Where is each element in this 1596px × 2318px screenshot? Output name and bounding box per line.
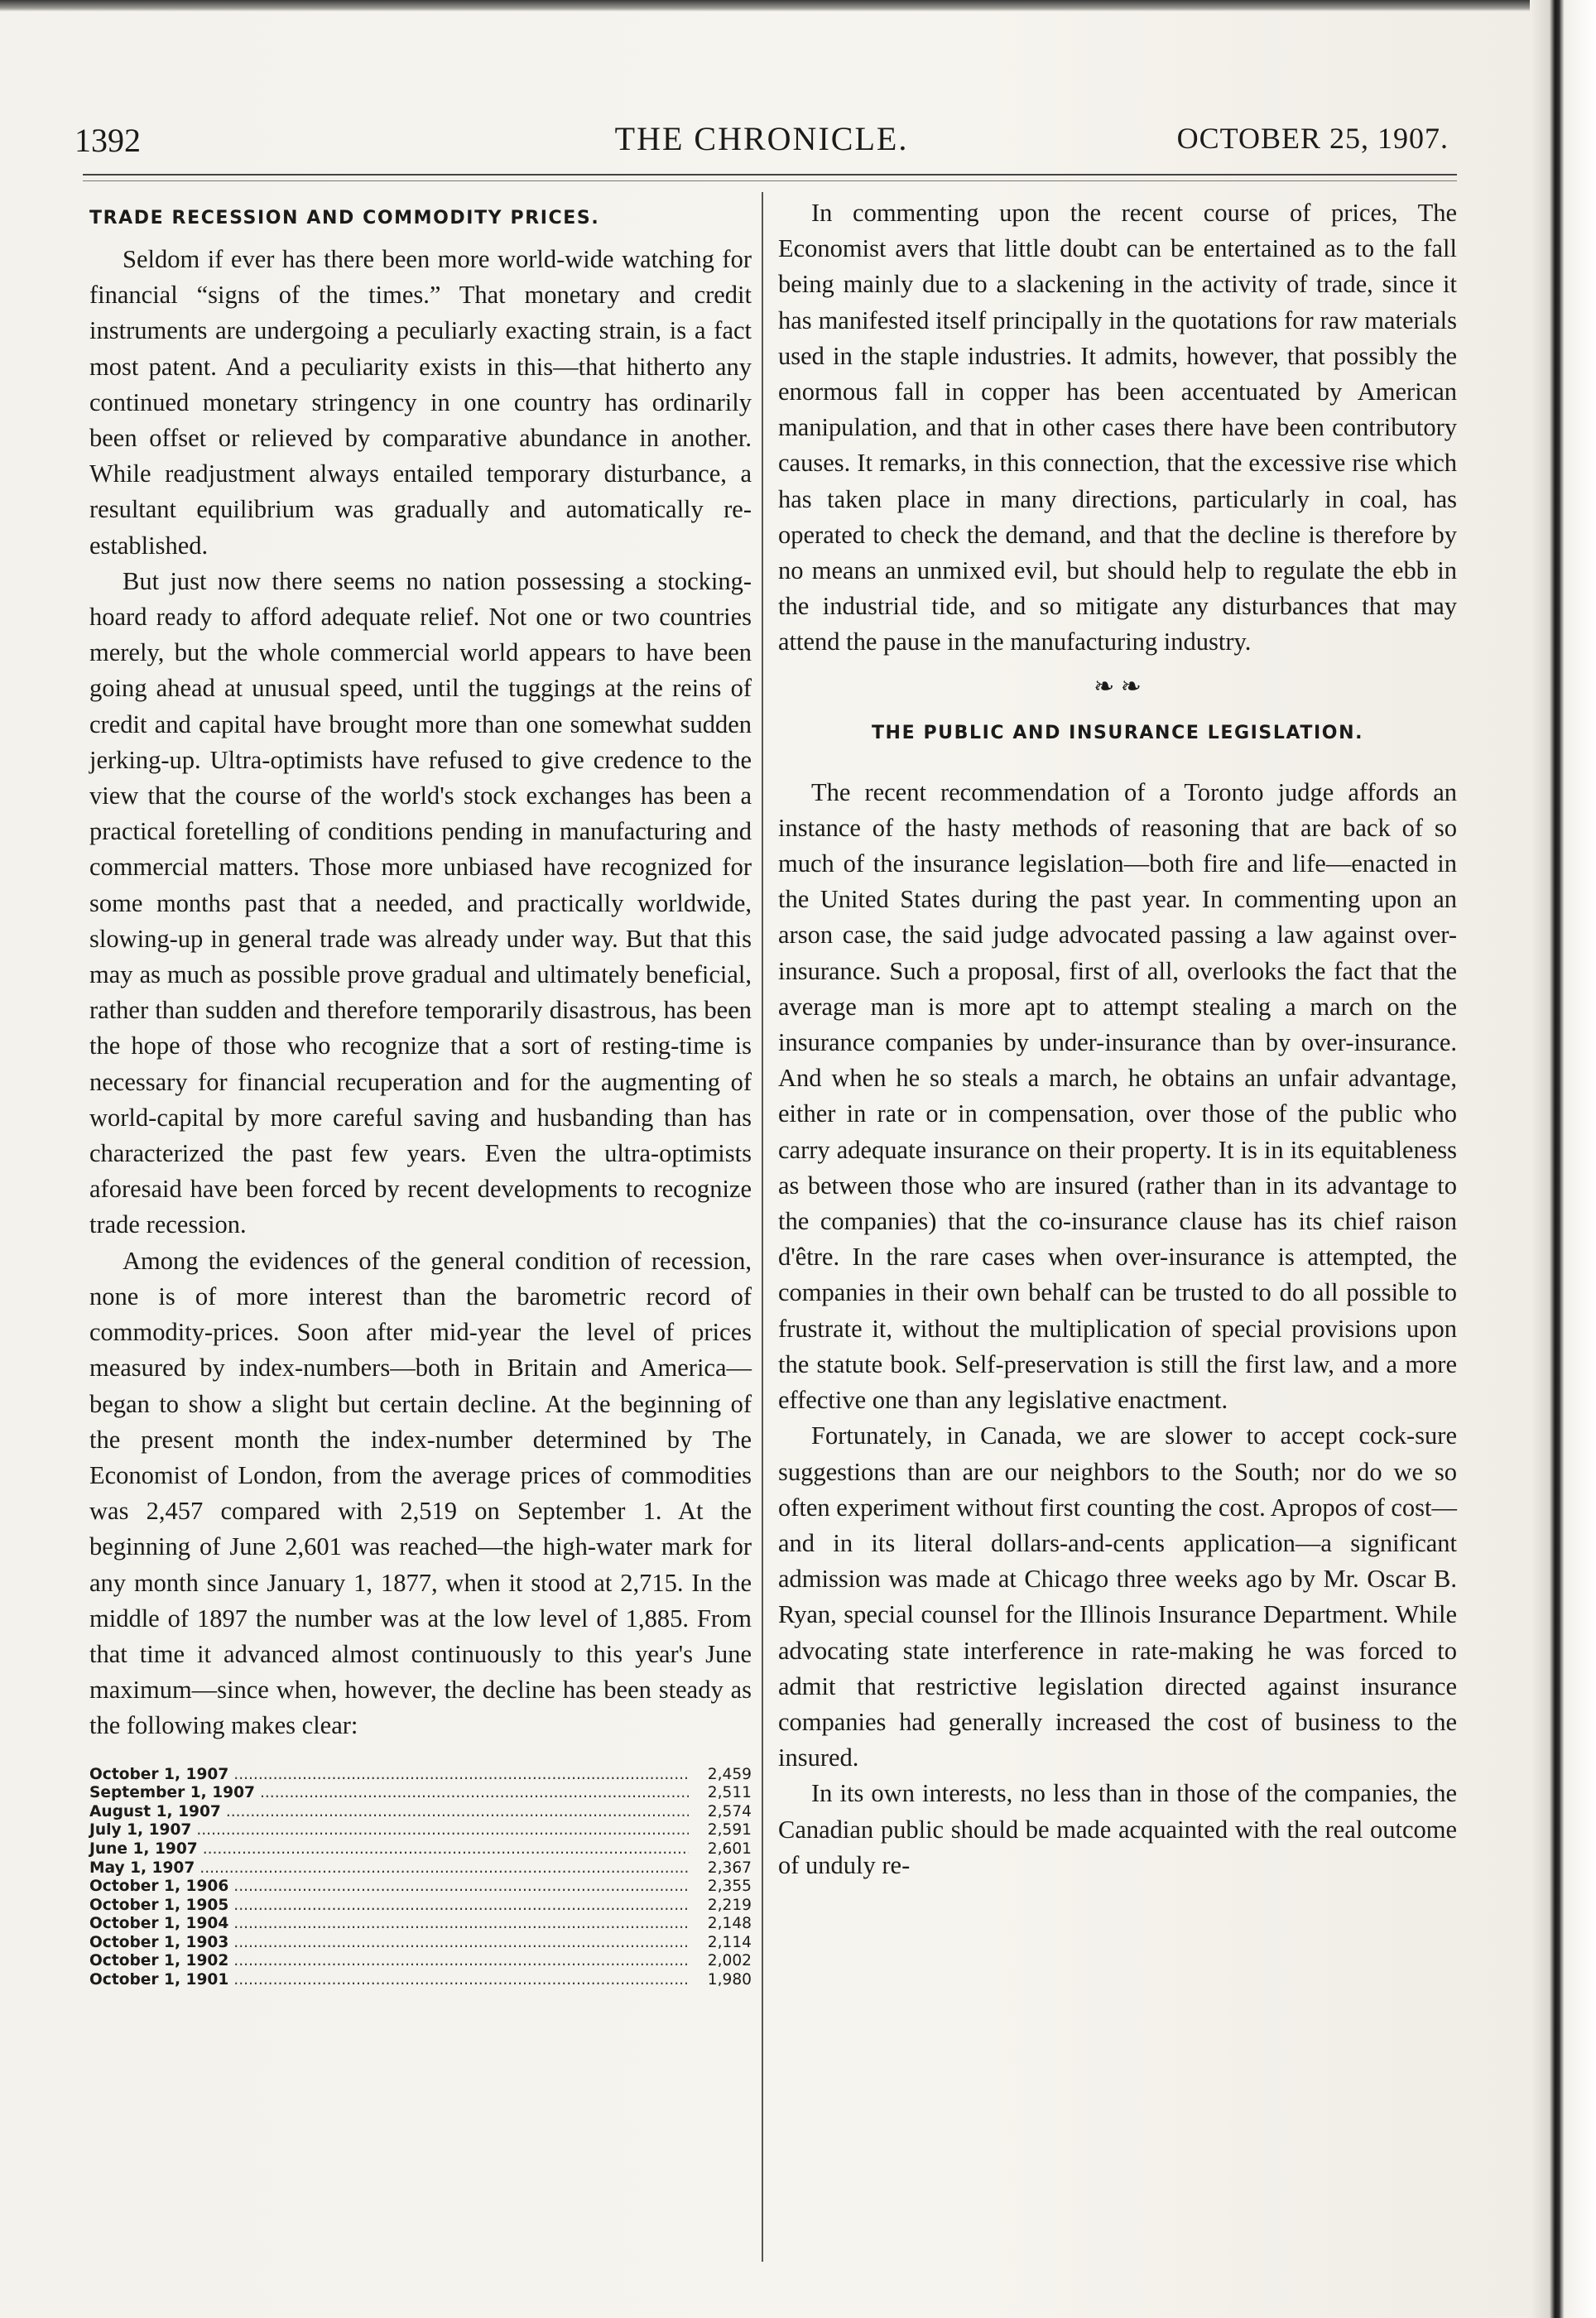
publication-title: THE CHRONICLE.: [614, 120, 909, 157]
index-date: October 1, 1906: [89, 1878, 229, 1896]
index-date: October 1, 1903: [89, 1933, 229, 1951]
index-value: 2,219: [707, 1896, 752, 1914]
index-value: 2,459: [707, 1765, 752, 1783]
table-row: [89, 1878, 752, 1897]
index-value: 2,355: [707, 1878, 752, 1896]
scan-top-edge: [0, 0, 1596, 12]
scan-binding-edge: [1530, 0, 1596, 2318]
header-rule: [83, 174, 1457, 181]
index-date: May 1, 1907: [89, 1859, 195, 1877]
index-date: October 1, 1907: [89, 1765, 229, 1783]
issue-date: OCTOBER 25, 1907.: [1176, 122, 1449, 155]
index-value: 2,591: [707, 1821, 752, 1839]
table-row: [89, 1915, 752, 1934]
index-date: October 1, 1902: [89, 1952, 229, 1970]
article1-paragraph: Seldom if ever has there been more world-wide watching for financial “signs of the times.” That monetary and credit instruments are undergoing a peculiarly exacting strain, is a fact most patent. And a peculiarity exists in this—that hitherto any continued monetary stringency in one country has ordinarily been offset or relieved by comparative abundance in another. While readjustment always entailed temporary disturbance, a resultant equilibrium was gradually and automatically re-established.: [89, 245, 752, 560]
index-value: 2,574: [707, 1802, 752, 1820]
index-value: 2,367: [707, 1859, 752, 1877]
index-value: 2,002: [707, 1952, 752, 1970]
left-column: [89, 195, 752, 1990]
article2-paragraph: Fortunately, in Canada, we are slower to accept cock-sure suggestions than are our neighbors to the South; nor do we so often experiment without first counting the cost. Apropos of cost—and in its literal dollars-and-cents application—a significant admission was made at Chicago three weeks ago by Mr. Oscar B. Ryan, special counsel for the Illinois Insurance Department. While advocating state interference in rate-making he was forced to admit that restrictive legislation directed against insurance companies had generally increased the cost of business to the insured.: [778, 1421, 1457, 1772]
article1-paragraph: But just now there seems no nation possessing a stocking-hoard ready to afford adequate relief. Not one or two countries merely, but the whole commercial world appears to have been going ahead at unusual speed, until the tuggings at the reins of credit and capital have brought more than one somewhat sudden jerking-up. Ultra-optimists have refused to give credence to the view that the course of the world's stock exchanges has been a practical foretelling of conditions pending in manufacturing and commercial matters. Those more unbiased have recognized for some months past that a needed, and practically worldwide, slowing-up in general trade was already under way. But that this may as much as possible prove gradual and ultimately beneficial, rather than sudden and therefore temporarily disastrous, has been the hope of those who recognize that a sort of resting-time is necessary for financial recuperation and for the augmenting of world-capital by more careful saving and husbanding than has characterized the past few years. Even the ultra-optimists aforesaid have been forced by recent developments to recognize trade recession.: [89, 566, 752, 1239]
table-row: [89, 1840, 752, 1859]
table-row: [89, 1766, 752, 1785]
table-row: [89, 1821, 752, 1840]
index-date: September 1, 1907: [89, 1784, 255, 1802]
table-row: [89, 1952, 752, 1971]
article1-continuation: In commenting upon the recent course of prices, The Economist avers that little doubt can be entertained as to the fall being mainly due to a slackening in the activity of trade, since it has manifested itself principally in the quotations for raw materials used in the staple industries. It admits, however, that possibly the enormous fall in copper has been accentuated by American manipulation, and that in other cases there have been contributory causes. It remarks, in this connection, that the excessive rise which has taken place in many directions, particularly in coal, has operated to check the demand, and that the decline is therefore by no means an unmixed evil, but should help to regulate the ebb in the industrial tide, and so mitigate any disturbances that may attend the pause in the manufacturing industry.: [778, 199, 1457, 656]
index-value: 2,114: [707, 1933, 752, 1951]
index-value: 2,601: [707, 1839, 752, 1858]
table-row: [89, 1934, 752, 1953]
index-value: 2,148: [707, 1915, 752, 1933]
index-value: 1,980: [707, 1971, 752, 1989]
index-value: 2,511: [707, 1784, 752, 1802]
article2-paragraph: In its own interests, no less than in those of the companies, the Canadian public should be made acquainted with the real outcome of unduly re-: [778, 1779, 1457, 1879]
article2-heading: THE PUBLIC AND INSURANCE LEGISLATION.: [871, 722, 1364, 743]
index-date: July 1, 1907: [89, 1821, 192, 1839]
index-date: October 1, 1901: [89, 1971, 229, 1989]
article2-paragraph: The recent recommendation of a Toronto judge affords an instance of the hasty methods of reasoning that are back of so much of the insurance legislation—both fire and life—enacted in the United States during the past year. In commenting upon an arson case, the said judge advocated passing a law against over-insurance. Such a proposal, first of all, overlooks the fact that the average man is more apt to attempt stealing a march on the insurance companies by under-insurance than by over-insurance. And when he so steals a march, he obtains an unfair advantage, either in rate or in compensation, over those of the public who carry adequate insurance on their property. It is in its equitableness as between those who are insured (rather than in its advantage to the companies) that the co-insurance clause has its chief raison d'être. In the rare cases when over-insurance is attempted, the companies in their own behalf can be trusted to do all possible to frustrate it, without the multiplication of special provisions upon the statute book. Self-preservation is still the first law, and a more effective one than any legislative enactment.: [778, 777, 1457, 1415]
page-number: 1392: [75, 122, 141, 159]
index-number-table: [89, 1766, 752, 1990]
table-row: [89, 1897, 752, 1916]
article1-paragraph: Among the evidences of the general condition of recession, none is of more interest than the barometric record of commodity-prices. Soon after mid-year the level of prices measured by index-numbers—both in Britain and America—began to show a slight but certain decline. At the beginning of the present month the index-number determined by The Economist of London, from the average prices of commodities was 2,457 compared with 2,519 on September 1. At the beginning of June 2,601 was reached—the high-water mark for any month since January 1, 1877, when it stood at 2,715. In the middle of 1897 the number was at the low level of 1,885. From that time it advanced almost continuously to this year's June maximum—since when, however, the decline has been steady as the following makes clear:: [89, 1246, 752, 1740]
table-row: [89, 1784, 752, 1803]
index-date: October 1, 1905: [89, 1896, 229, 1914]
article1-heading: TRADE RECESSION AND COMMODITY PRICES.: [89, 208, 600, 228]
index-date: October 1, 1904: [89, 1915, 229, 1933]
index-date: August 1, 1907: [89, 1802, 221, 1820]
table-row: [89, 1859, 752, 1878]
column-divider: [762, 192, 763, 2262]
right-column: [778, 195, 1457, 1883]
table-row: [89, 1803, 752, 1822]
index-date: June 1, 1907: [89, 1839, 198, 1858]
section-ornament-icon: ❧ ❧: [1094, 672, 1142, 700]
table-row: [89, 1971, 752, 1990]
page-header: [75, 116, 1449, 166]
